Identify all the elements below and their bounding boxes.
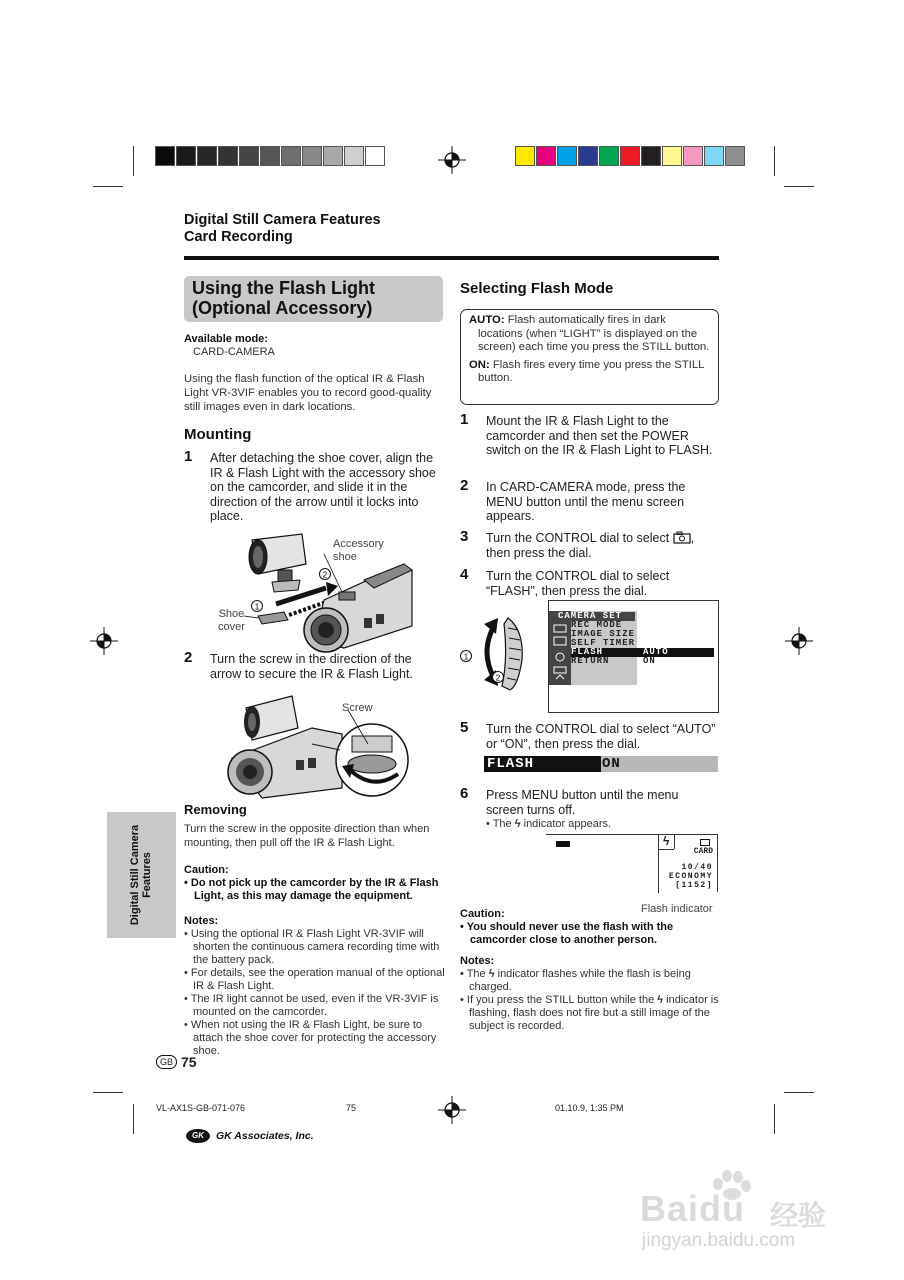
header-rule — [184, 256, 719, 260]
gray-swatch — [260, 146, 280, 166]
battery-icon — [556, 841, 570, 847]
section-header-line2: Card Recording — [184, 229, 293, 245]
color-swatch — [704, 146, 724, 166]
flash-setting-bar — [484, 756, 718, 772]
flash-bar-value[interactable]: ON — [602, 756, 621, 772]
registration-mark-right — [785, 627, 813, 655]
page-number: 75 — [181, 1054, 197, 1070]
dial-num2: 2 — [495, 673, 501, 683]
fig1-label-accessory: Accessory — [333, 538, 384, 550]
left-notes-list — [184, 928, 446, 1058]
removing-text: Turn the screw in the opposite direction than when mounting, then pull off the IR & Flash Light. — [184, 823, 430, 849]
lcd-flash-icon: ϟ — [663, 834, 670, 848]
flash-step5-number: 5 — [460, 719, 469, 736]
company-credit — [186, 1129, 314, 1143]
page-number-block — [156, 1054, 197, 1070]
page-region-badge: GB — [156, 1055, 177, 1069]
dial-num1: 1 — [463, 652, 469, 662]
camera-set-menu-screen — [548, 600, 719, 713]
available-mode-label: Available mode: — [184, 333, 268, 345]
step6-sub-b: indicator appears. — [523, 818, 612, 830]
menu-title: CAMERA SET — [555, 612, 635, 621]
right-note2-a: • If you press the STILL button while the — [460, 994, 655, 1006]
color-swatch — [599, 146, 619, 166]
side-tab-label — [129, 825, 153, 925]
left-note-item: • When not using the IR & Flash Light, be sure to attach the shoe cover for protecting the accessory shoe. — [184, 1019, 437, 1057]
side-tab — [107, 812, 176, 938]
mounting-heading: Mounting — [184, 426, 252, 443]
left-note-item: • For details, see the operation manual of the optional IR & Flash Light. — [184, 967, 445, 992]
screw-illustration — [222, 688, 412, 800]
flash-step4-text: Turn the CONTROL dial to select “FLASH”, then press the dial. — [486, 569, 670, 598]
footer-date: 01.10.9, 1:35 PM — [555, 1103, 624, 1113]
section-header-line1: Digital Still Camera Features — [184, 212, 381, 228]
right-caution-heading: Caution: — [460, 908, 505, 920]
flash-indicator-label: Flash indicator — [641, 903, 713, 915]
color-swatch — [578, 146, 598, 166]
gray-swatch — [218, 146, 238, 166]
page-title-line2: (Optional Accessory) — [192, 298, 373, 318]
flash-step2-text: In CARD-CAMERA mode, press the MENU button until the menu screen appears. — [486, 480, 686, 523]
left-caution-body: Do not pick up the camcorder by the IR & Flash Light, as this may damage the equipment. — [190, 877, 439, 902]
side-tab-line1: Digital Still Camera — [129, 824, 141, 926]
lcd-remaining: [1152] — [675, 881, 713, 890]
menu-flash-value-auto[interactable]: AUTO — [643, 647, 669, 657]
fig1-num2: 2 — [322, 570, 328, 580]
fig1-label-shoe-cover — [218, 608, 245, 634]
right-note-2 — [460, 994, 722, 1033]
page-title-box — [184, 276, 443, 322]
right-note-1 — [460, 968, 722, 994]
flash-step2-number: 2 — [460, 477, 469, 494]
auto-label: AUTO: — [469, 314, 505, 326]
color-swatch — [641, 146, 661, 166]
mount-step1-text: After detaching the shoe cover, align the IR & Flash Light with the accessory shoe on the camcorder, and slide it in the direction of the arrow until it locks into place. — [210, 451, 436, 523]
step6-sub-a: • The — [486, 818, 512, 830]
color-swatch — [557, 146, 577, 166]
flash-step6-number: 6 — [460, 785, 469, 802]
auto-text: Flash automatically fires in dark locations (when “LIGHT” is displayed on the screen) each time you press the STILL button. — [478, 314, 710, 353]
right-caution-body: You should never use the flash with the camcorder close to another person. — [466, 921, 674, 946]
on-definition — [469, 359, 710, 386]
mounting-illustration — [214, 530, 414, 655]
lcd-display — [546, 834, 718, 892]
footer-doc-id: VL-AX1S-GB-071-076 — [156, 1103, 246, 1113]
flash-bolt-icon-note2: ϟ — [657, 994, 664, 1006]
removing-heading: Removing — [184, 802, 247, 817]
flash-step3-text-a: Turn the CONTROL dial to select — [486, 531, 670, 545]
company-logo: GK — [186, 1129, 210, 1143]
mount-step2-number: 2 — [184, 649, 193, 666]
right-note1-a: • The — [460, 968, 486, 980]
fig1-num1: 1 — [254, 602, 260, 612]
flash-step4-number: 4 — [460, 566, 469, 583]
gray-swatch — [176, 146, 196, 166]
registration-mark-top — [438, 146, 466, 174]
flash-bolt-icon: ϟ — [514, 818, 521, 830]
color-swatch — [683, 146, 703, 166]
flash-step3-text-b: , — [690, 531, 695, 545]
page-title-line1: Using the Flash Light — [192, 278, 375, 298]
on-text: Flash fires every time you press the STILL button. — [478, 358, 705, 384]
fig1-label-shoe-cover-l1: Shoe — [218, 608, 245, 620]
flash-step3-text — [486, 531, 719, 560]
gray-swatch — [155, 146, 175, 166]
gray-swatch — [281, 146, 301, 166]
menu-item-rec-mode[interactable]: REC MODE — [571, 620, 623, 630]
fig2-label-screw: Screw — [342, 702, 373, 714]
menu-side-icons — [552, 623, 568, 683]
color-swatch — [725, 146, 745, 166]
gray-swatch — [344, 146, 364, 166]
flash-mode-heading: Selecting Flash Mode — [460, 280, 614, 297]
right-caution-text: • You should never use the flash with the camcorder close to another person. — [460, 921, 674, 946]
menu-item-image-size[interactable]: IMAGE SIZE — [571, 629, 636, 639]
left-caution-text: • Do not pick up the camcorder by the IR & Flash Light, as this may damage the equipment. — [184, 877, 439, 902]
company-name: GK Associates, Inc. — [216, 1130, 314, 1142]
watermark-brand-cn: 经验 — [770, 1200, 827, 1231]
card-icon — [700, 839, 710, 846]
right-note2-b: indicator is flashing, flash does not fire but a still image of the subject is recorded. — [469, 994, 719, 1032]
available-mode — [184, 333, 275, 359]
menu-item-self-timer[interactable]: SELF TIMER — [571, 638, 636, 648]
section-header — [184, 212, 381, 246]
lcd-quality: ECONOMY — [668, 872, 713, 881]
right-note1-b: indicator flashes while the flash is being charged. — [469, 968, 691, 993]
flash-step3-number: 3 — [460, 528, 469, 545]
flash-step1-text: Mount the IR & Flash Light to the camcorder and then set the POWER switch on the IR & Flash Light to FLASH. — [486, 414, 713, 457]
color-swatch — [620, 146, 640, 166]
fig1-label-shoe-cover-l2: cover — [218, 621, 245, 633]
color-swatch — [536, 146, 556, 166]
flash-mode-definitions — [460, 309, 719, 405]
mount-step1-number: 1 — [184, 448, 193, 465]
flash-step1-number: 1 — [460, 411, 469, 428]
lcd-count: 10/40 — [681, 863, 713, 872]
gray-swatch — [239, 146, 259, 166]
gray-swatch — [365, 146, 385, 166]
menu-item-return[interactable]: RETURN — [571, 656, 610, 666]
flash-bar-label: FLASH — [487, 756, 535, 772]
right-notes-heading: Notes: — [460, 955, 495, 967]
available-mode-value: CARD-CAMERA — [193, 346, 275, 358]
camera-setting-icon — [673, 531, 691, 544]
left-note-item: • The IR light cannot be used, even if the VR-3VIF is mounted on the camcorder. — [184, 993, 439, 1018]
flash-indicator-leader — [658, 835, 659, 893]
flash-step6-text: Press MENU button until the menu screen turns off. — [486, 788, 679, 817]
flash-bolt-icon-note1: ϟ — [488, 968, 495, 980]
color-swatch — [662, 146, 682, 166]
flash-step6-subnote — [486, 818, 611, 831]
left-notes-heading: Notes: — [184, 915, 219, 927]
on-label: ON: — [469, 358, 490, 371]
registration-mark-bottom — [438, 1096, 466, 1124]
watermark-url: jingyan.baidu.com — [642, 1230, 796, 1251]
left-note-item: • Using the optional IR & Flash Light VR-3VIF will shorten the continuous camera recording time with the battery pack. — [184, 928, 440, 966]
menu-item-flash[interactable]: FLASH — [571, 647, 604, 657]
fig1-label-accessory-shoe — [333, 538, 384, 564]
mount-step2-text: Turn the screw in the direction of the arrow to secure the IR & Flash Light. — [210, 652, 413, 681]
registration-mark-left — [90, 627, 118, 655]
flash-step3-text-c: then press the dial. — [486, 545, 592, 560]
lcd-card-label: CARD — [693, 847, 713, 856]
fig1-label-shoe: shoe — [333, 551, 357, 563]
flash-step5-text: Turn the CONTROL dial to select “AUTO” or “ON”, then press the dial. — [486, 722, 716, 751]
control-dial-illustration — [458, 610, 542, 696]
gray-swatch — [323, 146, 343, 166]
color-swatch — [515, 146, 535, 166]
intro-paragraph: Using the flash function of the optical IR & Flash Light VR-3VIF enables you to record good-quality still images even in dark locations. — [184, 373, 432, 413]
gray-swatch — [197, 146, 217, 166]
baidu-watermark — [640, 1170, 865, 1250]
footer-page: 75 — [346, 1103, 357, 1113]
watermark-brand: Baidu — [640, 1188, 746, 1229]
flash-unit-drawing — [249, 534, 306, 592]
gray-swatch — [302, 146, 322, 166]
menu-flash-value-on[interactable]: ON — [643, 656, 656, 666]
left-caution-heading: Caution: — [184, 864, 229, 876]
side-tab-line2: Features — [141, 852, 153, 898]
auto-definition — [469, 314, 710, 355]
